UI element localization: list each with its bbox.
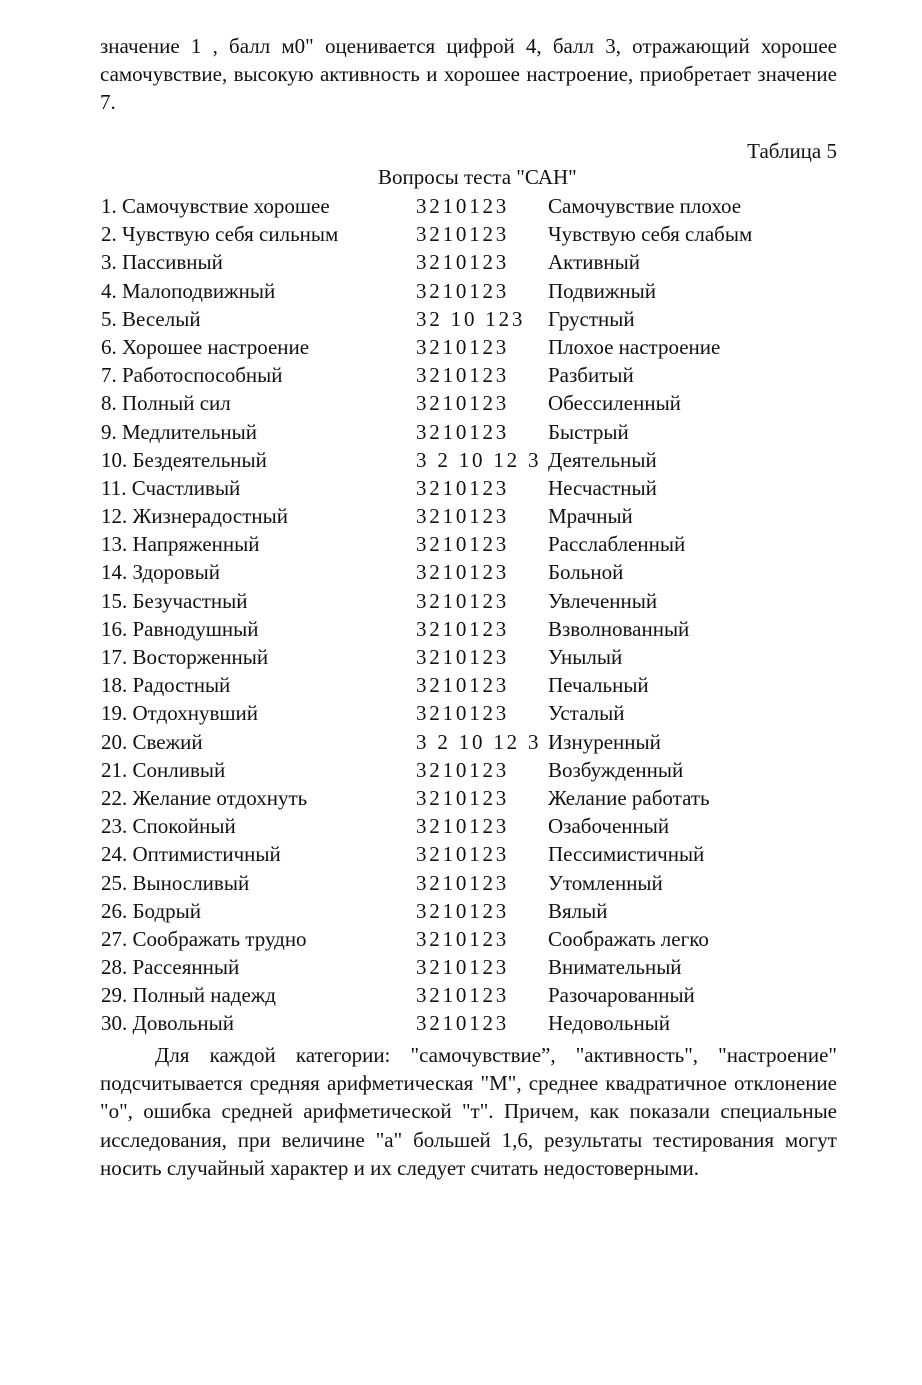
question-left: 1. Самочувствие хорошее xyxy=(101,194,330,218)
question-left: 23. Спокойный xyxy=(101,814,236,839)
rating-scale: 3210123 xyxy=(416,926,510,951)
question-right: Расслабленный xyxy=(548,532,686,557)
question-left: 27. Соображать трудно xyxy=(101,926,307,951)
table-row xyxy=(0,1009,922,1037)
rating-scale: 3210123 xyxy=(416,842,510,867)
rating-scale: 3210123 xyxy=(416,278,510,303)
question-left: 19. Отдохнувший xyxy=(101,701,259,726)
question-right: Разбитый xyxy=(548,363,634,388)
rating-scale: 3210123 xyxy=(416,250,510,275)
question-left: 30. Довольный xyxy=(101,1011,234,1036)
rating-scale: 32 10 123 xyxy=(416,306,526,331)
rating-scale: 3210123 xyxy=(416,1011,510,1036)
question-right: Озабоченный xyxy=(548,814,670,839)
rating-scale: 3210123 xyxy=(416,814,510,839)
outro-text: Для каждой категории: "самочувствие”, "активность", "настроение" подсчитывается средняя арифметическая "М", среднее квадратичное отклонение "о", ошибка средней арифметической "т". Причем, как показали специальные исследования, при величине "а" большей 1,6, результаты тестирования могут носить случайный характер и их следует считать недостоверными. xyxy=(100,1043,837,1180)
question-left: 24. Оптимистичный xyxy=(101,842,281,867)
table-row xyxy=(0,530,922,558)
table-row xyxy=(0,558,922,586)
rating-scale: 3210123 xyxy=(416,194,510,218)
table-row xyxy=(0,812,922,840)
table-row xyxy=(0,192,922,220)
rating-scale: 3210123 xyxy=(416,616,510,641)
question-left: 2. Чувствую себя сильным xyxy=(101,222,339,247)
table-row xyxy=(0,643,922,671)
question-right: Желание работать xyxy=(548,785,710,810)
question-right: Грустный xyxy=(548,306,635,331)
table-label: Таблица 5 xyxy=(747,139,837,163)
rating-scale: 3210123 xyxy=(416,588,510,613)
question-right: Деятельный xyxy=(548,447,657,472)
table-row xyxy=(0,615,922,643)
table-row xyxy=(0,699,922,727)
question-left: 26. Бодрый xyxy=(101,898,201,923)
table-row xyxy=(0,446,922,474)
table-row xyxy=(0,502,922,530)
table-row xyxy=(0,671,922,699)
question-right: Соображать легко xyxy=(548,926,709,951)
question-right: Утомленный xyxy=(548,870,663,895)
question-left: 20. Свежий xyxy=(101,729,203,754)
table-row xyxy=(0,418,922,446)
rating-scale: 3210123 xyxy=(416,673,510,698)
question-right: Увлеченный xyxy=(548,588,658,613)
question-left: 12. Жизнерадостный xyxy=(101,504,289,529)
rating-scale: 3210123 xyxy=(416,645,510,669)
question-left: 16. Равнодушный xyxy=(101,616,259,641)
rating-scale: 3 2 10 12 3 xyxy=(416,729,542,754)
table-row xyxy=(0,784,922,812)
question-right: Больной xyxy=(548,560,624,585)
table-row xyxy=(0,248,922,276)
table-row xyxy=(0,925,922,953)
rating-scale: 3210123 xyxy=(416,532,510,557)
table-row xyxy=(0,869,922,897)
outro-paragraph xyxy=(100,1041,837,1182)
rating-scale: 3210123 xyxy=(416,870,510,895)
intro-paragraph: значение 1 , балл м0" оценивается цифрой 4, балл 3, отражающий хорошее самочувствие, высокую активность и хорошее настроение, приобретает значение 7. xyxy=(100,34,837,115)
question-right: Печальный xyxy=(548,673,649,698)
question-right: Обессиленный xyxy=(548,391,681,416)
table-row xyxy=(0,953,922,981)
table-row xyxy=(0,474,922,502)
question-left: 10. Бездеятельный xyxy=(101,447,267,472)
question-right: Быстрый xyxy=(548,419,629,444)
question-left: 28. Рассеянный xyxy=(101,955,240,980)
table-row xyxy=(0,840,922,868)
table-row xyxy=(0,587,922,615)
question-left: 22. Желание отдохнуть xyxy=(101,785,308,810)
question-left: 25. Выносливый xyxy=(101,870,250,895)
san-questions-table xyxy=(0,192,922,1038)
table-row xyxy=(0,277,922,305)
question-left: 17. Восторженный xyxy=(101,645,269,669)
question-right: Несчастный xyxy=(548,475,657,500)
table-row xyxy=(0,728,922,756)
question-right: Взволнованный xyxy=(548,616,690,641)
question-left: 3. Пассивный xyxy=(101,250,223,275)
question-left: 14. Здоровый xyxy=(101,560,220,585)
question-left: 13. Напряженный xyxy=(101,532,260,557)
question-left: 21. Сонливый xyxy=(101,757,226,782)
question-right: Возбужденный xyxy=(548,757,684,782)
rating-scale: 3210123 xyxy=(416,701,510,726)
rating-scale: 3210123 xyxy=(416,785,510,810)
question-right: Недовольный xyxy=(548,1011,671,1036)
rating-scale: 3210123 xyxy=(416,504,510,529)
rating-scale: 3210123 xyxy=(416,757,510,782)
question-right: Усталый xyxy=(548,701,625,726)
question-left: 18. Радостный xyxy=(101,673,231,698)
question-left: 7. Работоспособный xyxy=(101,363,283,388)
rating-scale: 3210123 xyxy=(416,334,510,359)
question-right: Активный xyxy=(548,250,641,275)
question-right: Самочувствие плохое xyxy=(548,194,742,218)
rating-scale: 3210123 xyxy=(416,983,510,1008)
table-row xyxy=(0,981,922,1009)
question-left: 8. Полный сил xyxy=(101,391,231,416)
table-row xyxy=(0,389,922,417)
question-right: Пессимистичный xyxy=(548,842,705,867)
question-right: Плохое настроение xyxy=(548,334,721,359)
question-left: 15. Безучастный xyxy=(101,588,248,613)
rating-scale: 3210123 xyxy=(416,560,510,585)
question-right: Внимательный xyxy=(548,955,682,980)
question-right: Разочарованный xyxy=(548,983,695,1008)
table-row xyxy=(0,897,922,925)
table-row xyxy=(0,220,922,248)
question-left: 4. Малоподвижный xyxy=(101,278,276,303)
question-right: Мрачный xyxy=(548,504,633,529)
table-row xyxy=(0,361,922,389)
question-left: 9. Медлительный xyxy=(101,419,257,444)
question-right: Унылый xyxy=(548,645,623,669)
rating-scale: 3210123 xyxy=(416,955,510,980)
question-right: Чувствую себя слабым xyxy=(548,222,753,247)
table-title: Вопросы теста "САН" xyxy=(378,165,577,189)
rating-scale: 3210123 xyxy=(416,363,510,388)
question-right: Подвижный xyxy=(548,278,656,303)
question-right: Вялый xyxy=(548,898,608,923)
rating-scale: 3210123 xyxy=(416,222,510,247)
question-left: 29. Полный надежд xyxy=(101,983,276,1008)
rating-scale: 3210123 xyxy=(416,419,510,444)
rating-scale: 3 2 10 12 3 xyxy=(416,447,542,472)
question-left: 6. Хорошее настроение xyxy=(101,334,310,359)
rating-scale: 3210123 xyxy=(416,391,510,416)
table-row xyxy=(0,756,922,784)
rating-scale: 3210123 xyxy=(416,475,510,500)
question-left: 5. Веселый xyxy=(101,306,201,331)
rating-scale: 3210123 xyxy=(416,898,510,923)
question-left: 11. Счастливый xyxy=(101,475,241,500)
table-row xyxy=(0,333,922,361)
table-row xyxy=(0,305,922,333)
question-right: Изнуренный xyxy=(548,729,661,754)
